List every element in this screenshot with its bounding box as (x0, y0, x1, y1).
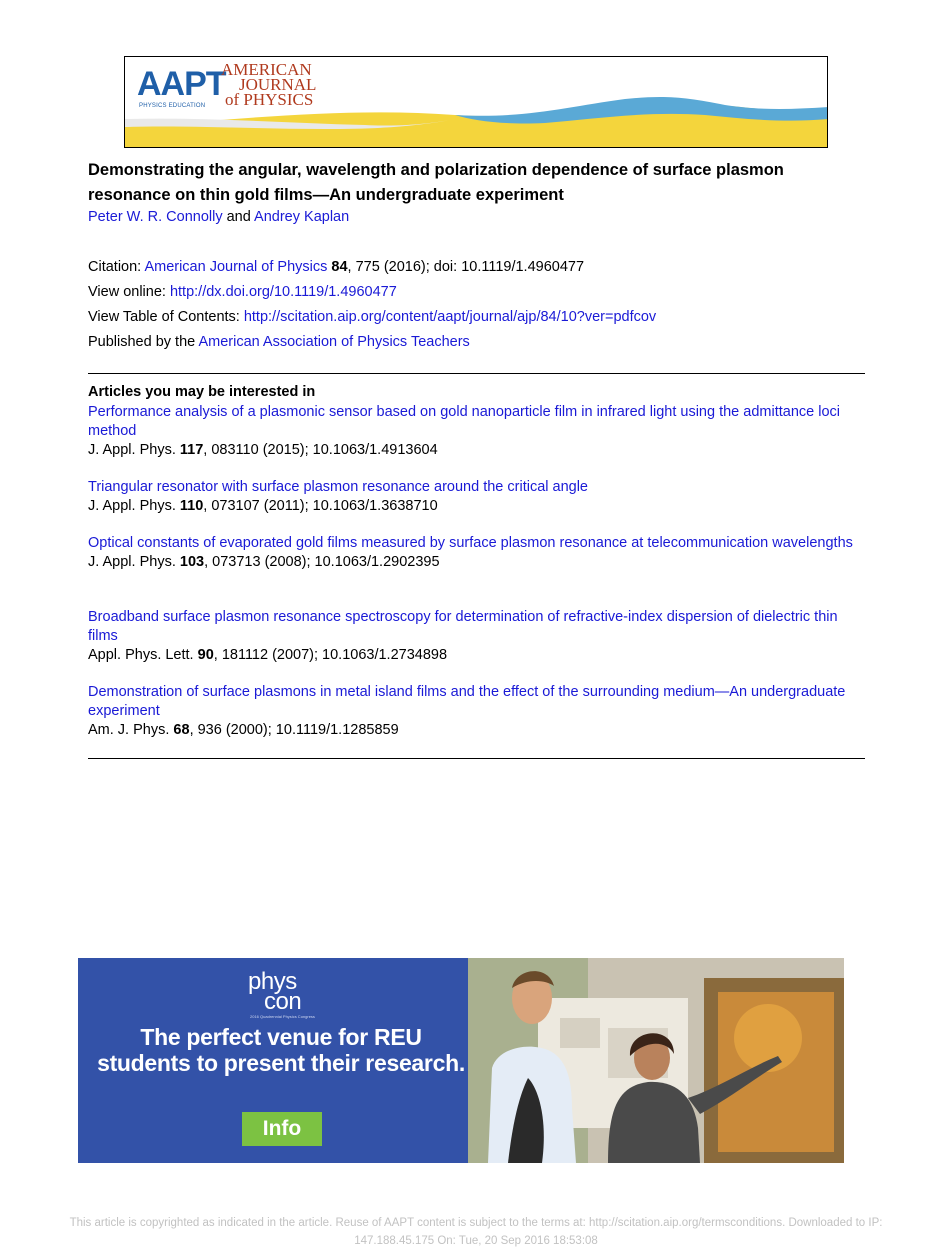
related-article-reference: J. Appl. Phys. 117, 083110 (2015); 10.1063/1.4913604 (88, 442, 438, 458)
citation-line (88, 259, 584, 275)
view-online-link[interactable]: http://dx.doi.org/10.1119/1.4960477 (169, 284, 397, 300)
info-button[interactable]: Info (242, 1112, 322, 1146)
divider-bottom (88, 758, 865, 759)
related-article-link[interactable]: Demonstration of surface plasmons in metal island films and the effect of the surrounding medium—An undergraduate experiment (88, 684, 846, 719)
divider-top (88, 373, 865, 374)
related-article-link[interactable]: Optical constants of evaporated gold films measured by surface plasmon resonance at telecommunication wavelengths (88, 535, 853, 551)
publisher-label: Published by the (88, 334, 196, 350)
physcon-logo-small: 2016 Quadrennial Physics Congress (250, 1014, 315, 1019)
ajp-line-journal: JOURNAL (239, 75, 317, 94)
aapt-logo-subtext: PHYSICS EDUCATION (139, 103, 206, 109)
related-article-link[interactable]: Broadband surface plasmon resonance spectroscopy for determination of refractive-index dispersion of dielectric thin films (88, 609, 838, 644)
article-title: Demonstrating the angular, wavelength and polarization dependence of surface plasmon resonance on thin gold films—An undergraduate experiment (88, 161, 784, 204)
toc-link[interactable]: http://scitation.aip.org/content/aapt/journal/ajp/84/10?ver=pdfcov (243, 309, 657, 325)
ajp-line-american: AMERICAN (221, 60, 312, 79)
copyright-footer (20, 1214, 932, 1250)
publisher-line (88, 334, 470, 350)
related-article (88, 403, 868, 460)
physcon-logo-line2: con (264, 988, 302, 1015)
aapt-logo: AAPT (137, 65, 226, 103)
journal-link[interactable]: American Journal of Physics (144, 259, 328, 275)
citation-label: Citation: (88, 259, 142, 275)
physcon-advert[interactable] (78, 958, 844, 1163)
related-articles-heading: Articles you may be interested in (88, 384, 316, 400)
related-article (88, 534, 868, 572)
related-article (88, 478, 868, 516)
publisher-link[interactable]: American Association of Physics Teachers (198, 334, 470, 350)
physcon-logo-line1: phys (248, 968, 297, 995)
author-separator: and (226, 209, 251, 225)
physcon-logo (248, 968, 302, 1015)
related-article-reference: Am. J. Phys. 68, 936 (2000); 10.1119/1.1285859 (88, 722, 399, 738)
related-article-link[interactable]: Performance analysis of a plasmonic sensor based on gold nanoparticle film in infrared light using the admittance loci method (88, 404, 840, 439)
author-list (88, 209, 349, 225)
author-link-kaplan[interactable]: Andrey Kaplan (254, 209, 350, 225)
toc-line (88, 309, 656, 325)
citation-rest: , 775 (2016); doi: 10.1119/1.4960477 (347, 259, 585, 275)
related-article (88, 683, 868, 740)
view-online-line (88, 284, 397, 300)
footer-line-1: This article is copyrighted as indicated in the article. Reuse of AAPT content is subject to the terms at: http://scitation.aip.org/termsconditions. Downloaded to IP: (69, 1217, 883, 1229)
view-online-label: View online: (88, 284, 166, 300)
ajp-logo (221, 62, 316, 107)
advert-tagline: The perfect venue for REU students to present their research. (97, 1024, 465, 1076)
advert-photo (468, 958, 844, 1163)
related-article-reference: Appl. Phys. Lett. 90, 181112 (2007); 10.1063/1.2734898 (88, 647, 448, 663)
toc-label: View Table of Contents: (88, 309, 240, 325)
footer-line-2: 147.188.45.175 On: Tue, 20 Sep 2016 18:53:08 (354, 1235, 598, 1247)
author-link-connolly[interactable]: Peter W. R. Connolly (88, 209, 223, 225)
ajp-line-physics: of PHYSICS (225, 90, 314, 109)
related-article-reference: J. Appl. Phys. 110, 073107 (2011); 10.1063/1.3638710 (88, 498, 438, 514)
related-article-link[interactable]: Triangular resonator with surface plasmon resonance around the critical angle (88, 479, 588, 495)
related-article (88, 608, 868, 665)
journal-banner (124, 56, 828, 148)
citation-volume: 84 (331, 259, 348, 275)
related-article-reference: J. Appl. Phys. 103, 073713 (2008); 10.1063/1.2902395 (88, 554, 440, 570)
